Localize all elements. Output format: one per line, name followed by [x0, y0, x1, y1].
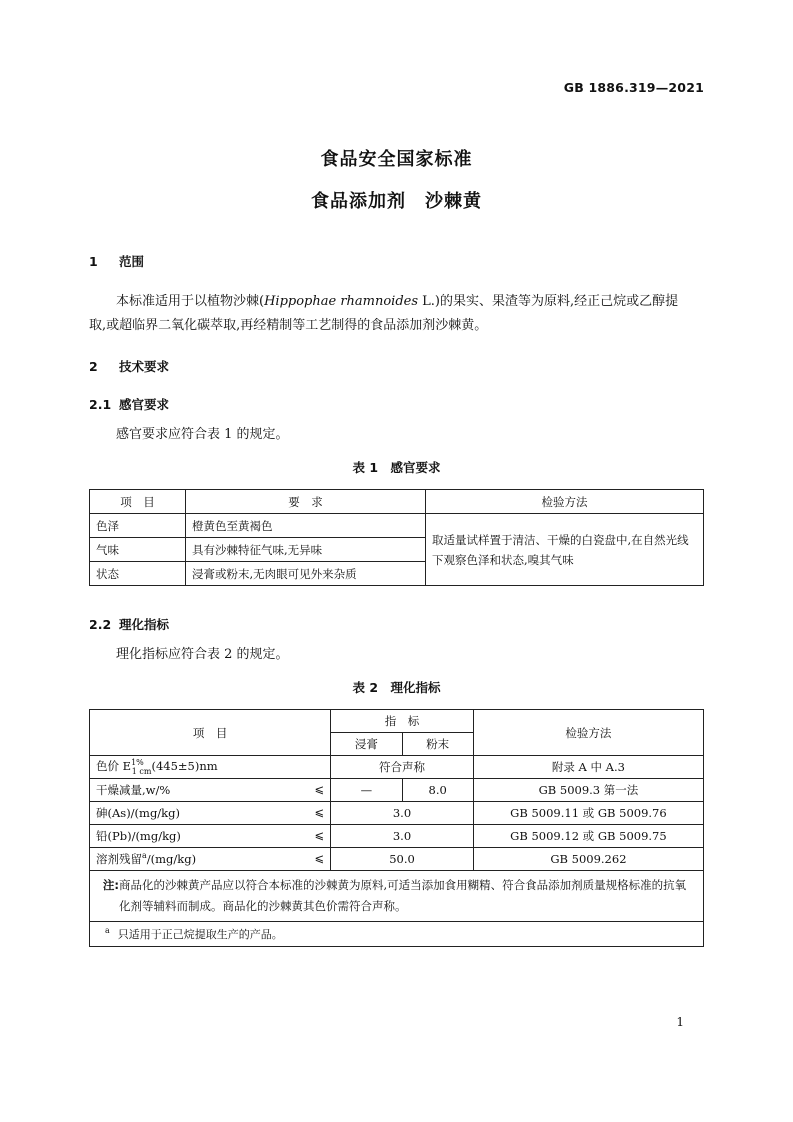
section-title: 范围 [119, 254, 145, 269]
section-2-1-paragraph [89, 423, 704, 447]
table-row [90, 848, 704, 871]
section-2-1-heading [89, 395, 169, 413]
page-number: 1 [676, 1015, 684, 1029]
document-id: GB 1886.319—2021 [563, 80, 704, 95]
cell-text: 溶剂残留 [96, 852, 142, 866]
section-number: 2 [89, 359, 98, 374]
section-title: 理化指标 [119, 617, 170, 632]
table-cell: GB 5009.3 第一法 [473, 779, 703, 802]
table-cell: 气味 [90, 538, 186, 562]
table-cell [90, 756, 331, 779]
cell-text: 色价 E [96, 759, 132, 774]
paragraph-text: 感官要求应符合表 1 的规定。 [116, 427, 289, 442]
table-cell [90, 779, 331, 802]
paragraph-text: 本标准适用于以植物沙棘( [116, 294, 265, 309]
table-header: 指 标 [331, 710, 474, 733]
standard-subtitle: 食品添加剂 沙棘黄 [311, 191, 482, 212]
table-cell: 附录 A 中 A.3 [473, 756, 703, 779]
cell-text: 干燥减量,w/% [96, 783, 171, 797]
table-cell: 50.0 [331, 848, 474, 871]
table-cell: 状态 [90, 562, 186, 586]
section-number: 2.1 [89, 397, 112, 412]
cell-text: 铅(Pb)/(mg/kg) [96, 829, 181, 843]
footnote-mark: a [105, 926, 110, 936]
paragraph-text: L.)的果实、果渣等为原料,经正己烷或乙醇提 [418, 294, 679, 309]
section-2-2-heading [89, 615, 169, 633]
physicochemical-table [89, 709, 704, 947]
table-cell: 3.0 [331, 825, 474, 848]
table-cell: GB 5009.12 或 GB 5009.75 [473, 825, 703, 848]
table-1-caption: 表 1 感官要求 [352, 460, 441, 475]
footnote-text: 只适用于正己烷提取生产的产品。 [117, 928, 283, 941]
table-header: 项 目 [90, 710, 331, 756]
note-text: 商品化的沙棘黄产品应以符合本标准的沙棘黄为原料,可适当添加食用糊精、符合食品添加剂质量规格标准的抗氧化剂等辅料而制成。商品化的沙棘黄其色价需符合声称。 [119, 878, 687, 913]
table-cell: 色泽 [90, 514, 186, 538]
table-cell-method: 取适量试样置于清洁、干燥的白瓷盘中,在自然光线下观察色泽和状态,嗅其气味 [426, 514, 704, 586]
table-cell: 浸膏或粉末,无肉眼可见外来杂质 [186, 562, 426, 586]
table-cell: GB 5009.262 [473, 848, 703, 871]
cell-text: (445±5)nm [151, 759, 218, 774]
paragraph-text: 取,或超临界二氧化碳萃取,再经精制等工艺制得的食品添加剂沙棘黄。 [89, 318, 488, 333]
table-header: 检验方法 [473, 710, 703, 756]
table-header: 项 目 [90, 490, 186, 514]
table-cell: 3.0 [331, 802, 474, 825]
section-title: 技术要求 [119, 359, 170, 374]
cell-text: 砷(As)/(mg/kg) [96, 806, 180, 820]
table-row [90, 802, 704, 825]
section-number: 1 [89, 254, 98, 269]
table-header: 检验方法 [426, 490, 704, 514]
table-cell: 符合声称 [331, 756, 474, 779]
paragraph-text: 理化指标应符合表 2 的规定。 [116, 647, 289, 662]
le-symbol: ⩽ [314, 851, 325, 865]
superscript: 1% [131, 758, 144, 768]
table-note [90, 871, 704, 922]
table-header: 浸膏 [331, 733, 402, 756]
section-number: 2.2 [89, 617, 112, 632]
section-2-2-paragraph [89, 643, 704, 667]
table-2-caption: 表 2 理化指标 [352, 680, 441, 695]
table-cell: 具有沙棘特征气味,无异味 [186, 538, 426, 562]
cell-text: /(mg/kg) [146, 852, 197, 866]
table-note-row [90, 871, 704, 922]
le-symbol: ⩽ [314, 828, 325, 842]
section-2-heading [89, 357, 169, 375]
le-symbol: ⩽ [314, 805, 325, 819]
table-cell: 8.0 [402, 779, 473, 802]
note-label: 注: [102, 878, 119, 892]
table-header: 粉末 [402, 733, 473, 756]
standard-title: 食品安全国家标准 [320, 149, 473, 170]
latin-name: Hippophae rhamnoides [264, 294, 419, 309]
table-cell [90, 848, 331, 871]
table-footnote-row [90, 922, 704, 947]
le-symbol: ⩽ [314, 782, 325, 796]
section-1-heading [89, 252, 144, 270]
footnote-mark: a [142, 851, 147, 861]
section-title: 感官要求 [119, 397, 170, 412]
sensory-requirements-table [89, 489, 704, 586]
table-footnote [90, 922, 704, 947]
table-cell: 橙黄色至黄褐色 [186, 514, 426, 538]
table-row [90, 779, 704, 802]
section-1-paragraph [89, 290, 704, 338]
table-cell: — [331, 779, 402, 802]
table-row [90, 756, 704, 779]
table-row [90, 825, 704, 848]
subscript: 1 cm [131, 766, 152, 776]
table-header: 要 求 [186, 490, 426, 514]
table-cell [90, 825, 331, 848]
table-cell [90, 802, 331, 825]
table-row [90, 514, 704, 538]
table-cell: GB 5009.11 或 GB 5009.76 [473, 802, 703, 825]
